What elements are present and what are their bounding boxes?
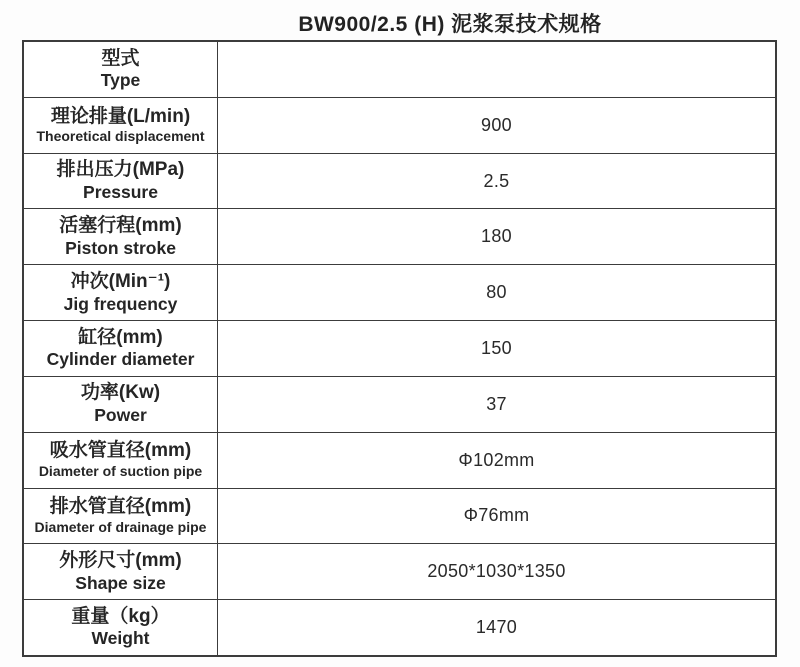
spec-value: 1470: [475, 617, 518, 638]
spec-value: 900: [481, 114, 512, 135]
spec-value: 37: [486, 393, 507, 414]
spec-label-en: Shape size: [75, 572, 166, 593]
spec-row-weight: [24, 600, 775, 655]
spec-label-en: Diameter of drainage pipe: [34, 519, 207, 536]
spec-value: Φ102mm: [458, 449, 535, 470]
spec-label-zh: 理论排量(L/min): [50, 105, 191, 127]
spec-row-suction-pipe-diameter: [24, 433, 775, 489]
spec-label-cell: [24, 209, 218, 264]
spec-label-cell: [24, 265, 218, 320]
spec-row-type: [24, 42, 775, 98]
spec-value: 180: [481, 226, 512, 247]
spec-table: [22, 40, 777, 657]
spec-label-zh: 外形尺寸(mm): [59, 549, 182, 571]
spec-label-zh: 冲次(Min⁻¹): [70, 270, 171, 292]
spec-value: 2050*1030*1350: [427, 561, 566, 582]
spec-label-cell: [24, 544, 218, 599]
spec-label-cell: [24, 600, 218, 655]
spec-label-en: Pressure: [83, 181, 158, 202]
spec-value: 150: [481, 337, 512, 358]
spec-row-cylinder-diameter: [24, 321, 775, 377]
spec-label-en: Weight: [91, 628, 150, 649]
spec-row-theoretical-displacement: [24, 98, 775, 154]
spec-label-zh: 型式: [101, 47, 140, 69]
spec-label-cell: [24, 433, 218, 488]
spec-row-pressure: [24, 154, 775, 210]
spec-row-shape-size: [24, 544, 775, 600]
spec-value: 80: [486, 282, 507, 303]
spec-row-jig-frequency: [24, 265, 775, 321]
spec-label-zh: 排出压力(MPa): [56, 159, 185, 181]
spec-label-zh: 功率(Kw): [80, 382, 161, 404]
spec-label-cell: [24, 377, 218, 432]
spec-label-cell: [24, 98, 218, 153]
spec-label-cell: [24, 154, 218, 209]
spec-label-zh: 活塞行程(mm): [59, 215, 182, 237]
spec-label-en: Theoretical displacement: [36, 128, 205, 145]
spec-label-cell: [24, 42, 218, 97]
spec-row-drainage-pipe-diameter: [24, 489, 775, 545]
spec-label-en: Diameter of suction pipe: [38, 463, 203, 480]
spec-row-piston-stroke: [24, 209, 775, 265]
spec-label-en: Type: [100, 70, 141, 91]
spec-label-en: Piston stroke: [65, 237, 176, 258]
spec-value: [218, 42, 775, 97]
spec-label-zh: 排水管直径(mm): [49, 496, 192, 518]
spec-label-cell: [24, 489, 218, 544]
spec-label-cell: [24, 321, 218, 376]
spec-value: 2.5: [483, 170, 510, 191]
spec-label-zh: 缸径(mm): [78, 326, 163, 348]
spec-value: Φ76mm: [463, 505, 530, 526]
page-title: BW900/2.5 (H) 泥浆泵技术规格: [298, 13, 602, 36]
spec-label-en: Jig frequency: [63, 293, 178, 314]
spec-row-power: [24, 377, 775, 433]
spec-label-en: Cylinder diameter: [46, 349, 195, 370]
spec-label-zh: 重量（kg）: [71, 605, 170, 627]
spec-label-en: Power: [94, 405, 147, 426]
spec-label-zh: 吸水管直径(mm): [49, 440, 192, 462]
